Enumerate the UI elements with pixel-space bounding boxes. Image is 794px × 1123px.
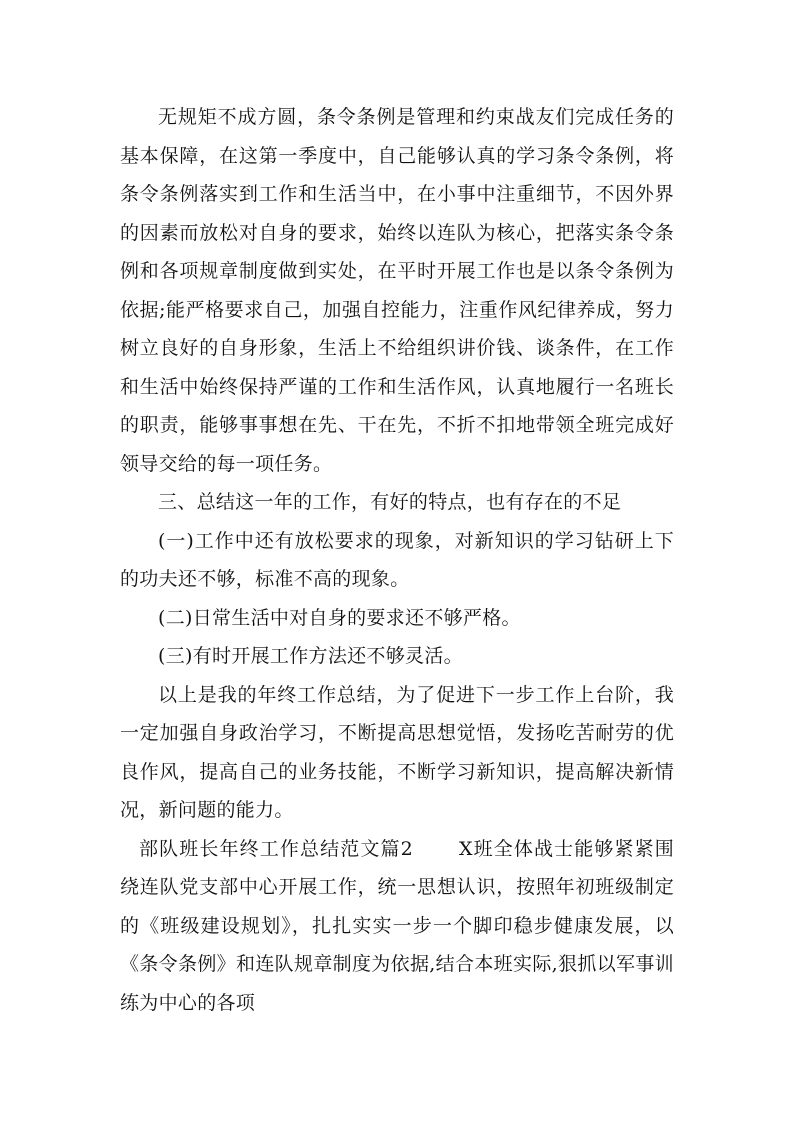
section2-body: X班全体战士能够紧紧围绕连队党支部中心开展工作，统一思想认识，按照年初班级制定的《班级建设规划》，扎扎实实一步一个脚印稳步健康发展，以《条令条例》和连队规章制度为依据,结合本班实际,狠抓以军事训练为中心的各项 <box>120 837 675 1014</box>
section2-paragraph <box>120 830 674 1023</box>
document-page <box>120 98 674 1022</box>
paragraph-shortcoming-1: (一)工作中还有放松要求的现象，对新知识的学习钻研上下的功夫还不够，标准不高的现象。 <box>120 529 674 590</box>
paragraph-regulations: 无规矩不成方圆，条令条例是管理和约束战友们完成任务的基本保障，在这第一季度中，自己能够认真的学习条令条例，将条令条例落实到工作和生活当中，在小事中注重细节，不因外界的因素而放松对自身的要求，始终以连队为核心，把落实条令条例和各项规章制度做到实处，在平时开展工作也是以条令条例为依据;能严格要求自己，加强自控能力，注重作风纪律养成，努力树立良好的自身形象，生活上不给组织讲价钱、谈条件，在工作和生活中始终保持严谨的工作和生活作风，认真地履行一名班长的职责，能够事事想在先、干在先，不折不扣地带领全班完成好领导交给的每一项任务。 <box>120 106 674 475</box>
heading-summary-shortcomings: 三、总结这一年的工作，有好的特点，也有存在的不足 <box>158 491 622 513</box>
paragraph-shortcoming-3: (三)有时开展工作方法还不够灵活。 <box>158 645 463 667</box>
section2-title: 部队班长年终工作总结范文篇2 <box>139 837 413 860</box>
paragraph-conclusion: 以上是我的年终工作总结，为了促进下一步工作上台阶，我一定加强自身政治学习，不断提高思想觉悟，发扬吃苦耐劳的优良作风，提高自己的业务技能，不断学习新知识，提高解决新情况，新问题的能力。 <box>120 683 674 821</box>
paragraph-shortcoming-2: (二)日常生活中对自身的要求还不够严格。 <box>158 606 521 629</box>
